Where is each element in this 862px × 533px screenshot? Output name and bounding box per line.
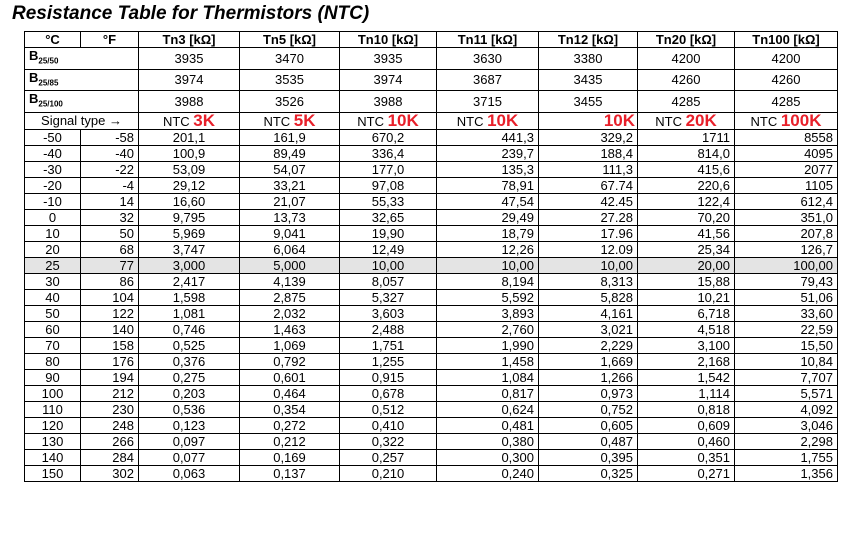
celsius-cell: -40 (25, 145, 81, 161)
fahrenheit-cell: 122 (81, 305, 139, 321)
b-value-cell: 4200 (735, 48, 838, 70)
resistance-cell: 70,20 (638, 209, 735, 225)
fahrenheit-cell: 140 (81, 321, 139, 337)
column-header: Tn3 [kΩ] (139, 32, 240, 48)
resistance-cell: 612,4 (735, 193, 838, 209)
resistance-cell: 32,65 (340, 209, 437, 225)
signal-type-cell (437, 112, 539, 129)
b-label-main: B (29, 48, 39, 63)
fahrenheit-cell: 230 (81, 401, 139, 417)
signal-type-cell (340, 112, 437, 129)
resistance-cell: 3,100 (638, 337, 735, 353)
b-value-cell: 3630 (437, 48, 539, 70)
resistance-cell: 0,275 (139, 369, 240, 385)
b-value-cell: 3535 (240, 69, 340, 91)
resistance-cell: 415,6 (638, 161, 735, 177)
resistance-cell: 1,084 (437, 369, 539, 385)
resistance-cell: 4095 (735, 145, 838, 161)
b-value-cell: 3455 (539, 91, 638, 113)
resistance-cell: 2,168 (638, 353, 735, 369)
resistance-table (24, 31, 838, 482)
page-title: Resistance Table for Thermistors (NTC) (12, 3, 370, 24)
resistance-cell: 0,678 (340, 385, 437, 401)
b-value-cell: 3435 (539, 69, 638, 91)
resistance-cell: 2077 (735, 161, 838, 177)
resistance-cell: 0,525 (139, 337, 240, 353)
resistance-cell: 0,536 (139, 401, 240, 417)
fahrenheit-cell: 68 (81, 241, 139, 257)
fahrenheit-cell: 284 (81, 449, 139, 465)
resistance-cell: 21,07 (240, 193, 340, 209)
table-row (25, 225, 838, 241)
resistance-cell: 0,601 (240, 369, 340, 385)
resistance-cell: 0,063 (139, 465, 240, 481)
ntc-label: NTC (162, 113, 190, 129)
resistance-cell: 2,229 (539, 337, 638, 353)
resistance-cell: 135,3 (437, 161, 539, 177)
fahrenheit-cell: 158 (81, 337, 139, 353)
resistance-cell: 27.28 (539, 209, 638, 225)
resistance-cell: 0,272 (240, 417, 340, 433)
resistance-cell: 8,194 (437, 273, 539, 289)
resistance-cell: 17.96 (539, 225, 638, 241)
signal-value: 10K (603, 112, 635, 130)
celsius-cell: 0 (25, 209, 81, 225)
resistance-cell: 1,755 (735, 449, 838, 465)
resistance-cell: 15,50 (735, 337, 838, 353)
resistance-cell: 1,458 (437, 353, 539, 369)
resistance-cell: 10,00 (437, 257, 539, 273)
resistance-cell: 16,60 (139, 193, 240, 209)
resistance-cell: 3,021 (539, 321, 638, 337)
table-row (25, 449, 838, 465)
b-label-main: B (29, 69, 39, 85)
resistance-cell: 0,354 (240, 401, 340, 417)
column-header: Tn12 [kΩ] (539, 32, 638, 48)
celsius-cell: 110 (25, 401, 81, 417)
fahrenheit-cell: -22 (81, 161, 139, 177)
resistance-cell: 20,00 (638, 257, 735, 273)
table-row (25, 289, 838, 305)
b-value-cell: 3526 (240, 91, 340, 113)
fahrenheit-cell: 50 (81, 225, 139, 241)
resistance-cell: 13,73 (240, 209, 340, 225)
b-value-cell: 3935 (340, 48, 437, 70)
resistance-cell: 2,032 (240, 305, 340, 321)
fahrenheit-cell: 32 (81, 209, 139, 225)
resistance-cell: 5,828 (539, 289, 638, 305)
resistance-cell: 126,7 (735, 241, 838, 257)
b-value-cell: 3380 (539, 48, 638, 70)
resistance-cell: 0,097 (139, 433, 240, 449)
fahrenheit-cell: -40 (81, 145, 139, 161)
resistance-cell: 1,669 (539, 353, 638, 369)
column-header: Tn100 [kΩ] (735, 32, 838, 48)
resistance-cell: 2,488 (340, 321, 437, 337)
resistance-cell: 0,137 (240, 465, 340, 481)
resistance-cell: 7,707 (735, 369, 838, 385)
resistance-cell: 0,746 (139, 321, 240, 337)
resistance-cell: 0,512 (340, 401, 437, 417)
resistance-cell: 6,718 (638, 305, 735, 321)
resistance-cell: 441,3 (437, 129, 539, 145)
fahrenheit-cell: 14 (81, 193, 139, 209)
resistance-cell: 0,487 (539, 433, 638, 449)
resistance-cell: 4,092 (735, 401, 838, 417)
resistance-cell: 0,077 (139, 449, 240, 465)
signal-value: 10K (487, 112, 519, 130)
resistance-cell: 0,973 (539, 385, 638, 401)
resistance-cell: 111,3 (539, 161, 638, 177)
resistance-cell: 41,56 (638, 225, 735, 241)
celsius-cell: 40 (25, 289, 81, 305)
signal-value: 100K (780, 112, 822, 130)
resistance-cell: 0,300 (437, 449, 539, 465)
resistance-cell: 0,169 (240, 449, 340, 465)
fahrenheit-cell: 176 (81, 353, 139, 369)
resistance-cell: 1105 (735, 177, 838, 193)
resistance-cell: 1,255 (340, 353, 437, 369)
header-row (25, 32, 838, 48)
b-label-sub: 25/50 (38, 56, 59, 66)
b-label-main: B (29, 91, 39, 107)
resistance-cell: 351,0 (735, 209, 838, 225)
resistance-cell: 0,818 (638, 401, 735, 417)
fahrenheit-cell: 302 (81, 465, 139, 481)
resistance-cell: 1,081 (139, 305, 240, 321)
table-row (25, 465, 838, 481)
resistance-cell: 0,376 (139, 353, 240, 369)
ntc-label: NTC (357, 113, 384, 129)
signal-type-cell (240, 112, 340, 129)
resistance-cell: 0,792 (240, 353, 340, 369)
resistance-cell: 0,271 (638, 465, 735, 481)
resistance-cell: 78,91 (437, 177, 539, 193)
resistance-cell: 3,603 (340, 305, 437, 321)
b-value-cell: 4285 (735, 91, 838, 113)
celsius-cell: 120 (25, 417, 81, 433)
resistance-cell: 18,79 (437, 225, 539, 241)
resistance-cell: 122,4 (638, 193, 735, 209)
ntc-label: NTC (263, 113, 291, 129)
resistance-cell: 12,49 (340, 241, 437, 257)
resistance-cell: 55,33 (340, 193, 437, 209)
table-row (25, 209, 838, 225)
resistance-cell: 4,161 (539, 305, 638, 321)
resistance-cell: 0,752 (539, 401, 638, 417)
table-row (25, 417, 838, 433)
resistance-cell: 19,90 (340, 225, 437, 241)
b-label-sub: 25/85 (38, 78, 59, 88)
fahrenheit-cell: 212 (81, 385, 139, 401)
resistance-cell: 1,990 (437, 337, 539, 353)
resistance-cell: 10,84 (735, 353, 838, 369)
resistance-cell: 220,6 (638, 177, 735, 193)
resistance-cell: 2,875 (240, 289, 340, 305)
resistance-cell: 8,057 (340, 273, 437, 289)
resistance-cell: 0,609 (638, 417, 735, 433)
resistance-cell: 670,2 (340, 129, 437, 145)
signal-type-cell (139, 112, 240, 129)
resistance-cell: 12,26 (437, 241, 539, 257)
b-value-cell: 3715 (437, 91, 539, 113)
ntc-label: NTC (456, 113, 484, 129)
table-row (25, 177, 838, 193)
b-value-cell: 3974 (139, 69, 240, 91)
table-row (25, 337, 838, 353)
signal-value: 5K (293, 112, 316, 130)
resistance-cell: 6,064 (240, 241, 340, 257)
resistance-cell: 8558 (735, 129, 838, 145)
fahrenheit-cell: 194 (81, 369, 139, 385)
celsius-cell: 70 (25, 337, 81, 353)
celsius-header: °C (25, 32, 81, 48)
resistance-cell: 0,395 (539, 449, 638, 465)
resistance-cell: 100,00 (735, 257, 838, 273)
resistance-cell: 5,571 (735, 385, 838, 401)
resistance-cell: 97,08 (340, 177, 437, 193)
resistance-cell: 100,9 (139, 145, 240, 161)
celsius-cell: -10 (25, 193, 81, 209)
resistance-cell: 1,114 (638, 385, 735, 401)
resistance-cell: 15,88 (638, 273, 735, 289)
resistance-cell: 29,12 (139, 177, 240, 193)
table-row (25, 353, 838, 369)
resistance-cell: 29,49 (437, 209, 539, 225)
table-row (25, 145, 838, 161)
celsius-cell: 30 (25, 273, 81, 289)
celsius-cell: 10 (25, 225, 81, 241)
resistance-cell: 12.09 (539, 241, 638, 257)
resistance-cell: 0,380 (437, 433, 539, 449)
resistance-cell: 201,1 (139, 129, 240, 145)
ntc-label: NTC (655, 113, 682, 129)
resistance-cell: 42.45 (539, 193, 638, 209)
resistance-cell: 0,123 (139, 417, 240, 433)
resistance-cell: 0,203 (139, 385, 240, 401)
b-value-cell: 4285 (638, 91, 735, 113)
resistance-cell: 79,43 (735, 273, 838, 289)
resistance-cell: 0,410 (340, 417, 437, 433)
b-value-row (25, 48, 838, 70)
resistance-cell: 1,069 (240, 337, 340, 353)
table-row (25, 401, 838, 417)
table-row (25, 193, 838, 209)
b-value-label (25, 91, 139, 113)
b-value-cell: 3470 (240, 48, 340, 70)
celsius-cell: -20 (25, 177, 81, 193)
signal-value: 10K (387, 112, 419, 130)
fahrenheit-header: °F (81, 32, 139, 48)
resistance-cell: 22,59 (735, 321, 838, 337)
fahrenheit-cell: -58 (81, 129, 139, 145)
resistance-cell: 1,356 (735, 465, 838, 481)
resistance-cell: 5,000 (240, 257, 340, 273)
table-row (25, 305, 838, 321)
table-row (25, 257, 838, 273)
resistance-cell: 239,7 (437, 145, 539, 161)
signal-value: 20K (685, 112, 717, 130)
resistance-cell: 1,598 (139, 289, 240, 305)
resistance-cell: 4,139 (240, 273, 340, 289)
resistance-cell: 0,817 (437, 385, 539, 401)
fahrenheit-cell: 104 (81, 289, 139, 305)
resistance-cell: 207,8 (735, 225, 838, 241)
fahrenheit-cell: -4 (81, 177, 139, 193)
resistance-cell: 2,417 (139, 273, 240, 289)
ntc-label: NTC (750, 113, 778, 129)
table-row (25, 369, 838, 385)
celsius-cell: 25 (25, 257, 81, 273)
resistance-cell: 54,07 (240, 161, 340, 177)
resistance-cell: 10,00 (340, 257, 437, 273)
resistance-cell: 67.74 (539, 177, 638, 193)
resistance-cell: 51,06 (735, 289, 838, 305)
table-row (25, 129, 838, 145)
resistance-cell: 33,21 (240, 177, 340, 193)
resistance-cell: 0,460 (638, 433, 735, 449)
resistance-cell: 5,592 (437, 289, 539, 305)
resistance-cell: 1,542 (638, 369, 735, 385)
celsius-cell: 140 (25, 449, 81, 465)
b-value-cell: 3974 (340, 69, 437, 91)
celsius-cell: -50 (25, 129, 81, 145)
celsius-cell: -30 (25, 161, 81, 177)
b-value-cell: 3988 (139, 91, 240, 113)
table-row (25, 385, 838, 401)
resistance-cell: 9,041 (240, 225, 340, 241)
signal-type-cell (735, 112, 838, 129)
column-header: Tn11 [kΩ] (437, 32, 539, 48)
resistance-cell: 0,915 (340, 369, 437, 385)
resistance-cell: 3,747 (139, 241, 240, 257)
resistance-cell: 53,09 (139, 161, 240, 177)
b-value-label (25, 48, 139, 70)
resistance-cell: 5,327 (340, 289, 437, 305)
b-value-cell: 3687 (437, 69, 539, 91)
resistance-cell: 8,313 (539, 273, 638, 289)
resistance-cell: 0,210 (340, 465, 437, 481)
resistance-cell: 1,751 (340, 337, 437, 353)
resistance-cell: 47,54 (437, 193, 539, 209)
celsius-cell: 130 (25, 433, 81, 449)
table-row (25, 241, 838, 257)
celsius-cell: 50 (25, 305, 81, 321)
resistance-cell: 2,298 (735, 433, 838, 449)
column-header: Tn20 [kΩ] (638, 32, 735, 48)
celsius-cell: 20 (25, 241, 81, 257)
resistance-cell: 5,969 (139, 225, 240, 241)
signal-type-label: Signal type → (25, 112, 139, 129)
resistance-cell: 33,60 (735, 305, 838, 321)
fahrenheit-cell: 248 (81, 417, 139, 433)
resistance-cell: 0,624 (437, 401, 539, 417)
resistance-cell: 0,351 (638, 449, 735, 465)
b-value-row (25, 69, 838, 91)
resistance-cell: 814,0 (638, 145, 735, 161)
resistance-cell: 0,481 (437, 417, 539, 433)
celsius-cell: 90 (25, 369, 81, 385)
table-row (25, 161, 838, 177)
resistance-cell: 1,266 (539, 369, 638, 385)
resistance-cell: 0,322 (340, 433, 437, 449)
resistance-cell: 0,240 (437, 465, 539, 481)
resistance-cell: 0,464 (240, 385, 340, 401)
resistance-cell: 3,046 (735, 417, 838, 433)
resistance-cell: 0,212 (240, 433, 340, 449)
resistance-cell: 161,9 (240, 129, 340, 145)
fahrenheit-cell: 77 (81, 257, 139, 273)
resistance-cell: 177,0 (340, 161, 437, 177)
celsius-cell: 80 (25, 353, 81, 369)
signal-type-row (25, 112, 838, 129)
celsius-cell: 150 (25, 465, 81, 481)
resistance-cell: 2,760 (437, 321, 539, 337)
resistance-cell: 89,49 (240, 145, 340, 161)
celsius-cell: 60 (25, 321, 81, 337)
resistance-cell: 1711 (638, 129, 735, 145)
resistance-cell: 329,2 (539, 129, 638, 145)
b-value-cell: 4260 (638, 69, 735, 91)
b-value-cell: 3935 (139, 48, 240, 70)
resistance-cell: 25,34 (638, 241, 735, 257)
table-row (25, 273, 838, 289)
column-header: Tn10 [kΩ] (340, 32, 437, 48)
signal-type-cell (539, 112, 638, 129)
b-label-sub: 25/100 (38, 99, 63, 109)
table-row (25, 433, 838, 449)
resistance-cell: 10,21 (638, 289, 735, 305)
signal-type-cell (638, 112, 735, 129)
signal-value: 3K (193, 112, 216, 130)
fahrenheit-cell: 266 (81, 433, 139, 449)
resistance-cell: 336,4 (340, 145, 437, 161)
resistance-cell: 0,257 (340, 449, 437, 465)
resistance-cell: 10,00 (539, 257, 638, 273)
fahrenheit-cell: 86 (81, 273, 139, 289)
column-header: Tn5 [kΩ] (240, 32, 340, 48)
b-value-cell: 3988 (340, 91, 437, 113)
table-row (25, 321, 838, 337)
b-value-label (25, 69, 139, 91)
celsius-cell: 100 (25, 385, 81, 401)
resistance-cell: 9,795 (139, 209, 240, 225)
b-value-row (25, 91, 838, 113)
b-value-cell: 4200 (638, 48, 735, 70)
resistance-cell: 3,893 (437, 305, 539, 321)
resistance-cell: 188,4 (539, 145, 638, 161)
resistance-cell: 1,463 (240, 321, 340, 337)
b-value-cell: 4260 (735, 69, 838, 91)
resistance-cell: 0,325 (539, 465, 638, 481)
resistance-cell: 4,518 (638, 321, 735, 337)
resistance-cell: 3,000 (139, 257, 240, 273)
resistance-cell: 0,605 (539, 417, 638, 433)
